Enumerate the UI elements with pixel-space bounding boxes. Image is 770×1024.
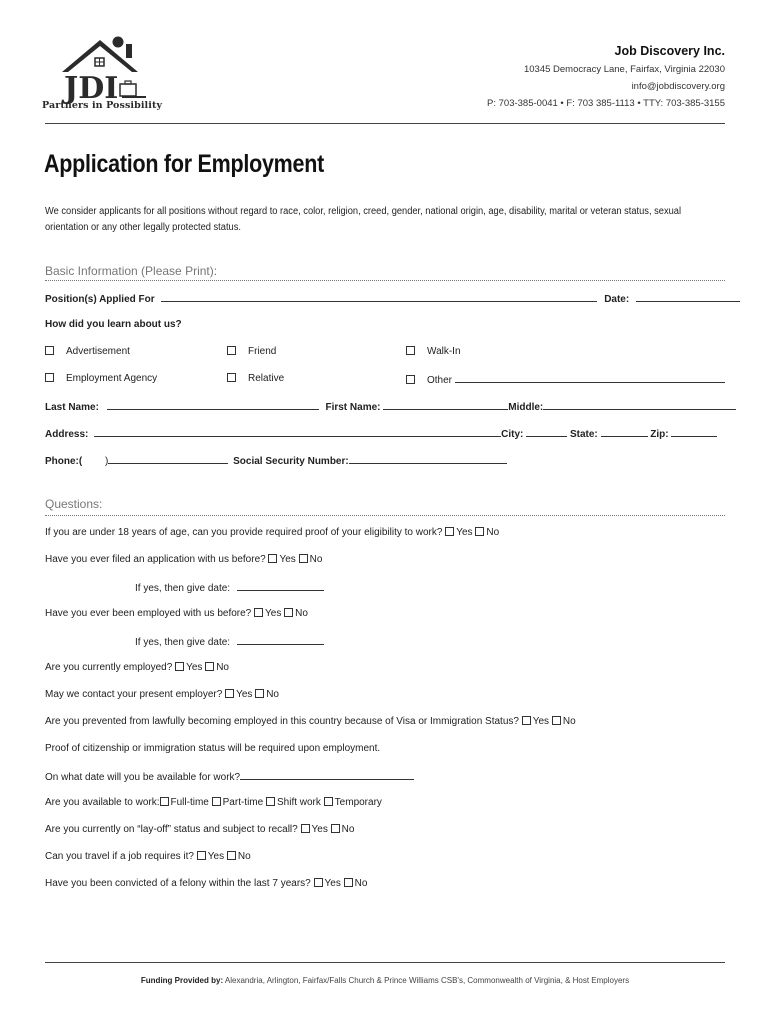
source-walk-in[interactable]: Walk-In: [406, 346, 461, 357]
date-field[interactable]: [636, 292, 740, 302]
name-row: [45, 400, 736, 413]
ssn-label: Social Security Number:: [233, 456, 349, 467]
intro-text: We consider applicants for all positions without regard to race, color, religion, creed, gender, national origin, age, disability, marital or veteran status, sexual orientation or any other legally protected status.: [45, 206, 682, 233]
question-work-types: Are you available to work: Full-time Part-time Shift work Temporary: [45, 797, 382, 808]
filed-date-field[interactable]: [237, 581, 324, 591]
position-row: [45, 292, 740, 305]
state-field[interactable]: [601, 427, 648, 437]
no-checkbox[interactable]: [344, 878, 353, 887]
zip-field[interactable]: [671, 427, 717, 437]
city-field[interactable]: [526, 427, 567, 437]
yes-checkbox[interactable]: [268, 554, 277, 563]
full-time-checkbox[interactable]: [160, 797, 169, 806]
question-filed-before: Have you ever filed an application with us before? Yes No: [45, 554, 323, 565]
checkbox[interactable]: [406, 346, 415, 355]
employed-date-field[interactable]: [237, 635, 324, 645]
available-date-field[interactable]: [240, 770, 414, 780]
org-email[interactable]: info@jobdiscovery.org: [631, 81, 725, 92]
source-employment-agency[interactable]: Employment Agency: [45, 373, 157, 384]
header-divider: [45, 123, 725, 124]
filed-date-row: If yes, then give date:: [135, 581, 324, 594]
employed-date-row: If yes, then give date:: [135, 635, 324, 648]
yes-checkbox[interactable]: [225, 689, 234, 698]
footer-label: Funding Provided by:: [140, 976, 224, 985]
no-checkbox[interactable]: [227, 851, 236, 860]
learn-label: How did you learn about us?: [45, 319, 182, 330]
ssn-field[interactable]: [349, 454, 507, 464]
no-checkbox[interactable]: [255, 689, 264, 698]
first-name-field[interactable]: [383, 400, 508, 410]
address-field[interactable]: [94, 427, 501, 437]
last-name-field[interactable]: [107, 400, 319, 410]
no-checkbox[interactable]: [552, 716, 561, 725]
yes-checkbox[interactable]: [175, 662, 184, 671]
no-checkbox[interactable]: [284, 608, 293, 617]
proof-note: Proof of citizenship or immigration status will be required upon employment.: [45, 743, 381, 754]
address-label: Address:: [45, 429, 89, 440]
question-felony: Have you been convicted of a felony within the last 7 years? Yes No: [45, 878, 368, 889]
checkbox[interactable]: [45, 373, 54, 382]
question-currently-employed: Are you currently employed? Yes No: [45, 662, 229, 673]
no-checkbox[interactable]: [475, 527, 484, 536]
logo-tagline: Partners in Possibility: [42, 100, 163, 111]
section-divider: [45, 280, 725, 281]
basic-info-heading: Basic Information (Please Print):: [45, 264, 218, 278]
question-layoff: Are you currently on “lay-off” status and subject to recall? Yes No: [45, 824, 355, 835]
yes-checkbox[interactable]: [522, 716, 531, 725]
date-label: Date:: [604, 294, 630, 305]
checkbox[interactable]: [227, 346, 236, 355]
phone-row: Phone:( ) Social Security Number:: [45, 454, 507, 467]
no-checkbox[interactable]: [331, 824, 340, 833]
org-address: 10345 Democracy Lane, Fairfax, Virginia 22030: [523, 64, 725, 75]
footer-divider: [45, 962, 725, 963]
position-field[interactable]: [161, 292, 597, 302]
yes-checkbox[interactable]: [197, 851, 206, 860]
question-under-18: If you are under 18 years of age, can you provide required proof of your eligibility to work? Yes No: [45, 527, 500, 538]
source-friend[interactable]: Friend: [227, 346, 276, 357]
phone-field[interactable]: [108, 454, 228, 464]
questions-heading: Questions:: [45, 497, 103, 511]
phone-label: Phone:(: [45, 456, 83, 467]
source-other[interactable]: Other: [406, 373, 725, 386]
city-label: City:: [501, 429, 524, 440]
checkbox[interactable]: [227, 373, 236, 382]
footer: [0, 976, 770, 985]
middle-label: Middle:: [508, 402, 544, 413]
yes-checkbox[interactable]: [445, 527, 454, 536]
question-available-date: On what date will you be available for work?: [45, 770, 414, 783]
checkbox[interactable]: [406, 375, 415, 384]
question-contact-employer: May we contact your present employer? Yes No: [45, 689, 279, 700]
question-visa: Are you prevented from lawfully becoming employed in this country because of Visa or Immigration Status? Yes No: [45, 716, 576, 727]
page-title: Application for Employment: [44, 150, 324, 178]
org-name: Job Discovery Inc.: [614, 44, 725, 58]
middle-field[interactable]: [543, 400, 736, 410]
temporary-checkbox[interactable]: [324, 797, 333, 806]
other-source-field[interactable]: [455, 373, 725, 383]
logo-letters: JDI: [64, 71, 119, 106]
zip-label: Zip:: [650, 429, 669, 440]
question-employed-before: Have you ever been employed with us before? Yes No: [45, 608, 308, 619]
address-row: [45, 427, 717, 440]
yes-checkbox[interactable]: [314, 878, 323, 887]
last-name-label: Last Name:: [45, 402, 99, 413]
question-travel: Can you travel if a job requires it? Yes No: [45, 851, 251, 862]
checkbox[interactable]: [45, 346, 54, 355]
footer-text: Alexandria, Arlington, Fairfax/Falls Church & Prince Williams CSB's, Commonwealth of Virginia, & Host Employers: [224, 976, 630, 985]
first-name-label: First Name:: [325, 402, 381, 413]
yes-checkbox[interactable]: [254, 608, 263, 617]
source-relative[interactable]: Relative: [227, 373, 284, 384]
no-checkbox[interactable]: [299, 554, 308, 563]
no-checkbox[interactable]: [205, 662, 214, 671]
source-advertisement[interactable]: Advertisement: [45, 346, 130, 357]
shift-work-checkbox[interactable]: [266, 797, 275, 806]
section-divider: [45, 515, 725, 516]
part-time-checkbox[interactable]: [212, 797, 221, 806]
org-phones: P: 703-385-0041 • F: 703 385-1113 • TTY: 703-385-3155: [487, 98, 725, 109]
position-label: Position(s) Applied For: [45, 294, 155, 305]
yes-checkbox[interactable]: [301, 824, 310, 833]
state-label: State:: [569, 429, 598, 440]
